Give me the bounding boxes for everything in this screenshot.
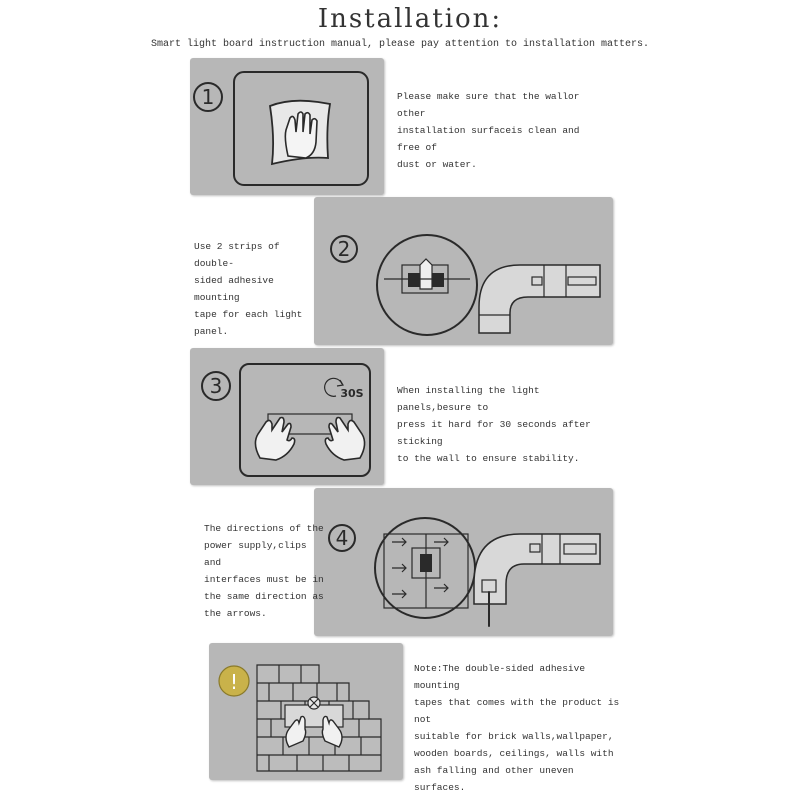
step-2-illustration xyxy=(314,197,613,345)
step-2-text: Use 2 strips of double- sided adhesive mounting tape for each light panel. xyxy=(194,241,303,337)
step-4-text: The directions of the power supply,clips and interfaces must be in the same direction as the arrows. xyxy=(204,523,324,619)
direction-arrows-icon xyxy=(384,534,468,608)
press-hands-icon xyxy=(255,418,364,461)
wipe-hand-icon xyxy=(270,101,330,164)
step-3-number: 3 xyxy=(209,374,223,398)
timer-label: 30S xyxy=(340,387,364,400)
step-2-number: 2 xyxy=(337,237,351,261)
step-1-number: 1 xyxy=(201,85,215,109)
page-subtitle: Smart light board instruction manual, please pay attention to installation matters. xyxy=(150,39,650,50)
step-4-illustration xyxy=(314,488,613,636)
step-1-text: Please make sure that the wallor other installation surfaceis clean and free of dust or water. xyxy=(397,91,580,170)
timer-icon xyxy=(325,378,364,400)
step-3-illustration xyxy=(190,348,384,485)
page-title: Installation: xyxy=(317,4,503,34)
step-1-illustration xyxy=(190,58,384,195)
step-4-number: 4 xyxy=(335,526,349,550)
note-marker: ! xyxy=(229,670,239,694)
note-text: Note:The double-sided adhesive mounting tapes that comes with the product is not suitable for brick walls,wallpaper, wooden boards, ceilings, walls with ash falling and other uneven surfaces. xyxy=(414,663,620,793)
adhesive-tape-icon xyxy=(384,259,470,293)
note-illustration xyxy=(209,643,403,780)
step-3-text: When installing the light panels,besure to press it hard for 30 seconds after sticking to the wall to ensure stability. xyxy=(397,385,591,464)
